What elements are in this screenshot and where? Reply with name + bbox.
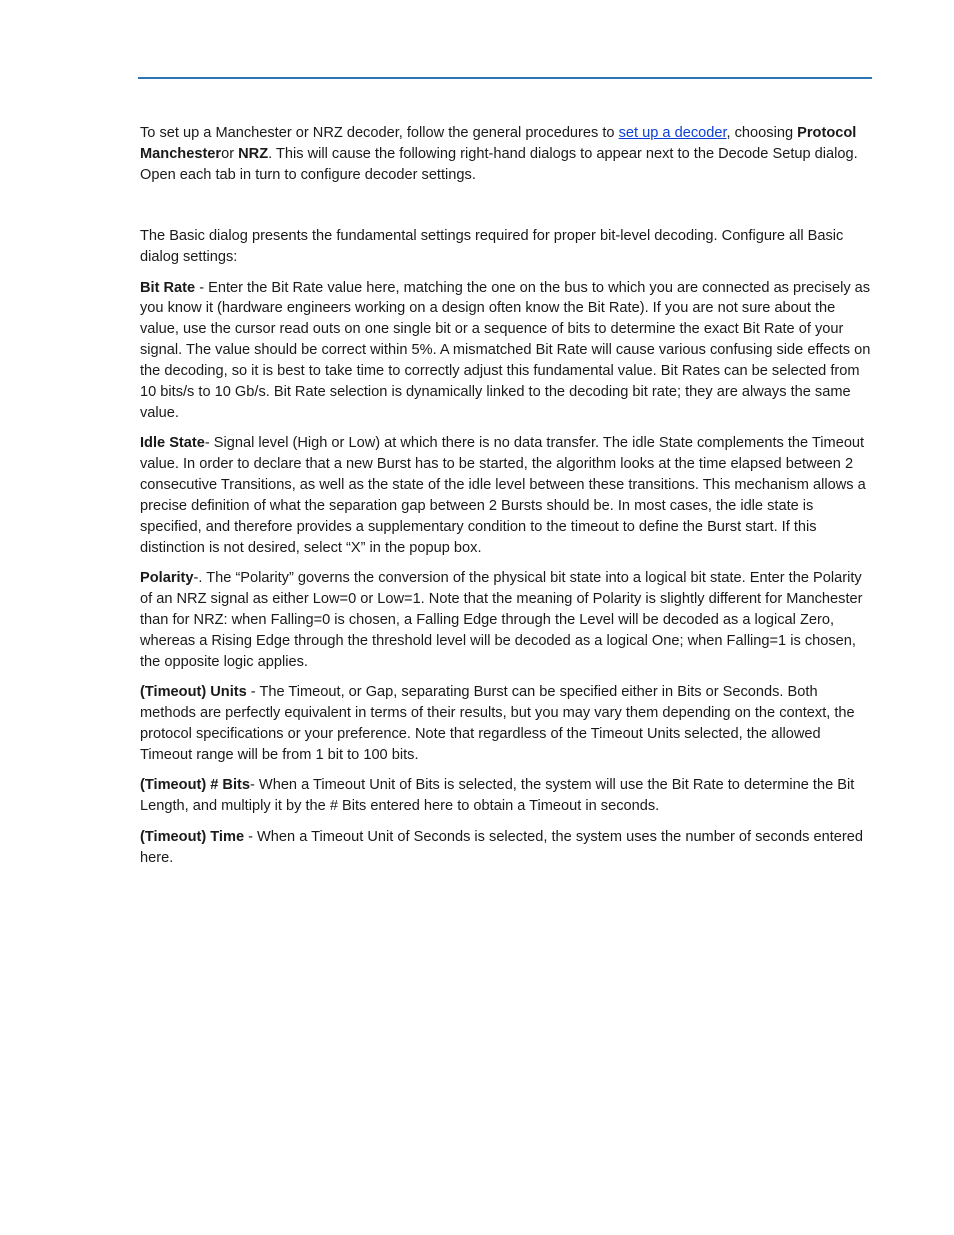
- setting-description: - When a Timeout Unit of Bits is selected, the system will use the Bit Rate to determine the Bit Length, and multiply it by the # Bits entered here to obtain a Timeout in seconds.: [140, 777, 855, 815]
- setting-term: (Timeout) Units: [140, 684, 247, 701]
- setting-polarity: [140, 568, 872, 673]
- protocol-manchester-term: Protocol Manchester: [140, 125, 857, 162]
- setting-description: - Signal level (High or Low) at which there is no data transfer. The idle State complements the Timeout value. In order to declare that a new Burst has to be started, the algorithm looks at the time elapsed between 2 consecutive Transitions, as well as the state of the idle level between these transitions. This mechanism allows a precise definition of what the separation gap between 2 Bursts should be. In most cases, the idle state is specified, and therefore provides a supplementary condition to the timeout to define the Burst start. If this distinction is not desired, select “X” in the popup box.: [140, 435, 866, 556]
- setting-term: Idle State: [140, 435, 205, 452]
- setting-bit-rate: [140, 278, 872, 424]
- intro-text-3: or: [221, 145, 239, 162]
- nrz-term: NRZ: [238, 145, 269, 162]
- setting-timeout-bits: [140, 775, 872, 817]
- setting-term: Bit Rate: [140, 279, 196, 296]
- header-rule: [138, 77, 872, 79]
- intro-text-2: , choosing: [726, 125, 798, 141]
- setting-description: - When a Timeout Unit of Seconds is selected, the system uses the number of seconds entered here.: [140, 828, 863, 866]
- intro-paragraph: [140, 123, 872, 186]
- setting-description: -. The “Polarity” governs the conversion of the physical bit state into a logical bit state. Enter the Polarity of an NRZ signal as either Low=0 or Low=1. Note that the meaning of Polarity is slightly different for Manchester than for NRZ: when Falling=0 is chosen, a Falling Edge through the Level will be decoded as a logical Zero, whereas a Rising Edge through the threshold level will be decoded as a logical One; when Falling=1 is chosen, the opposite logic applies.: [140, 570, 863, 670]
- setup-decoder-link[interactable]: set up a decoder: [618, 125, 727, 141]
- intro-text-1: To set up a Manchester or NRZ decoder, follow the general procedures to: [140, 125, 619, 141]
- intro-text-4: . This will cause the following right-hand dialogs to appear next to the Decode Setup dialog. Open each tab in turn to configure decoder settings.: [140, 145, 858, 183]
- basic-dialog-intro: The Basic dialog presents the fundamental settings required for proper bit-level decoding. Configure all Basic dialog settings:: [140, 227, 844, 265]
- setting-description: - The Timeout, or Gap, separating Burst can be specified either in Bits or Seconds. Both methods are perfectly equivalent in terms of their results, but you may vary them depending on the context, the protocol specifications or your preference. Note that regardless of the Timeout Units selected, the allowed Timeout range will be from 1 bit to 100 bits.: [140, 684, 855, 764]
- setting-timeout-time: [140, 827, 872, 869]
- setting-term: (Timeout) Time: [140, 828, 245, 845]
- document-body: [140, 123, 872, 878]
- setting-description: - Enter the Bit Rate value here, matching the one on the bus to which you are connected as precisely as you know it (hardware engineers working on a design often know the Bit Rate). If you are not sure about the value, use the cursor read outs on one single bit or a sequence of bits to determine the exact Bit Rate of your signal. The value should be correct within 5%. A mismatched Bit Rate will cause various confusing side effects on the decoding, so it is best to take time to correctly adjust this fundamental value. Bit Rates can be selected from 10 bits/s to 10 Gb/s. Bit Rate selection is dynamically linked to the decoding bit rate; they are always the same value.: [140, 279, 871, 421]
- setting-idle-state: [140, 433, 872, 558]
- setting-term: (Timeout) # Bits: [140, 777, 251, 794]
- setting-timeout-units: [140, 682, 872, 766]
- setting-term: Polarity: [140, 570, 194, 587]
